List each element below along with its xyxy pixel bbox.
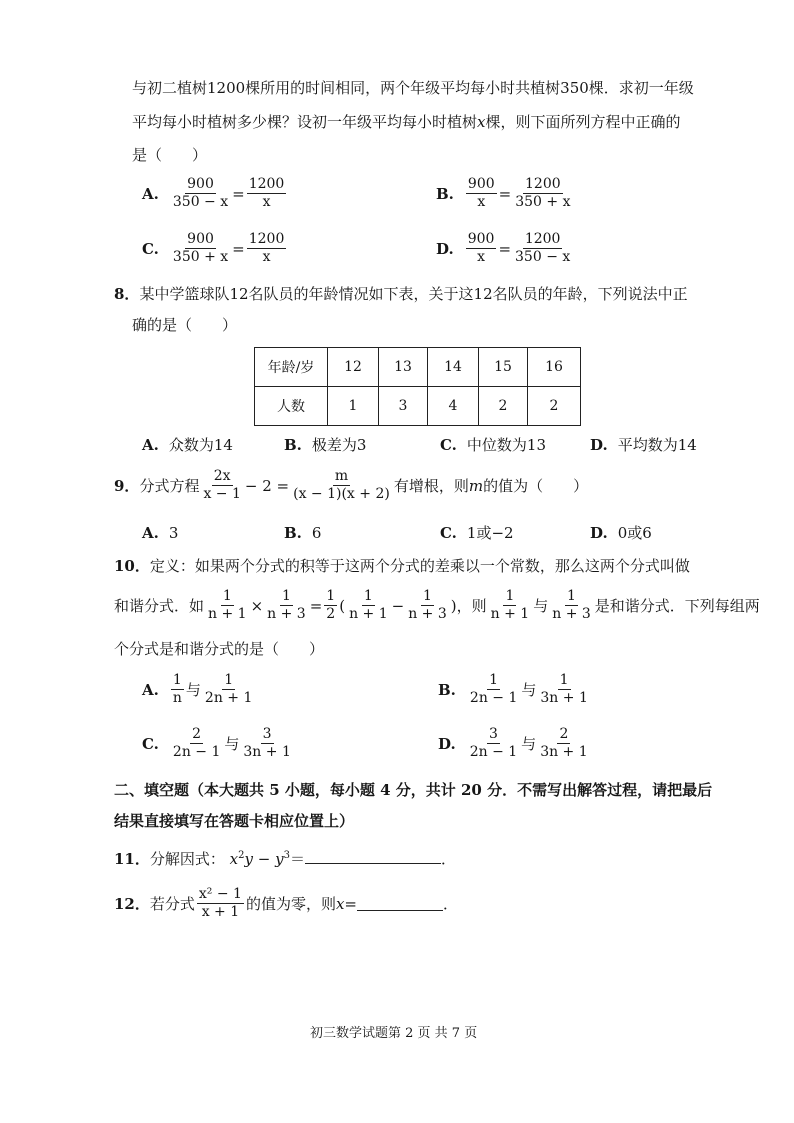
fraction-denominator: 3n + 1 [243, 744, 291, 760]
fraction-denominator: x + 1 [201, 904, 240, 920]
table-cell: 16 [528, 348, 581, 387]
q9-mid: − 2 = [244, 476, 290, 495]
q10-option-d-left-fraction [468, 726, 519, 761]
fraction-numerator: 1 [172, 672, 182, 688]
q9-option-d-letter: D. [590, 524, 608, 542]
q8-line1 [114, 284, 688, 304]
fraction-numerator: 2x [213, 468, 231, 484]
fraction-denominator: 2 [326, 606, 336, 622]
q9-option-c[interactable] [440, 523, 514, 543]
q7-option-b[interactable] [436, 176, 574, 211]
fraction-denominator: n + 1 [208, 606, 247, 622]
q10-yu: 与 [533, 596, 549, 615]
q10-fraction-half [324, 588, 337, 623]
q8-option-d[interactable] [590, 435, 697, 455]
fraction-numerator: 1200 [524, 231, 561, 247]
fraction-denominator: n [172, 690, 182, 706]
table-cell: 人数 [255, 387, 328, 426]
table-row [255, 387, 581, 426]
q9-post2: 的值为（ ） [483, 476, 589, 495]
q9-option-c-letter: C. [440, 524, 457, 542]
q12-var-x: x [335, 894, 345, 913]
q10-fraction-b-copy [406, 588, 449, 623]
fraction-numerator: 1 [222, 588, 232, 604]
q8-number: 8． [114, 285, 140, 303]
q12-fraction [197, 886, 244, 921]
fraction-numerator: 900 [187, 231, 214, 247]
fraction-denominator: n + 3 [408, 606, 447, 622]
q10-option-d[interactable] [438, 726, 592, 761]
fraction-numerator: 1 [224, 672, 234, 688]
q9-option-a-text: 3 [168, 524, 179, 542]
equals-sign: = [498, 184, 512, 203]
q7-option-c-right-fraction [247, 231, 287, 266]
q10-option-b-letter: B. [438, 680, 456, 699]
table-cell: 14 [428, 348, 479, 387]
fraction-denominator: (x − 1)(x + 2) [293, 486, 390, 502]
q10-option-a-yu: 与 [185, 681, 201, 699]
q11-end: ． [440, 850, 456, 868]
q12-answer-blank[interactable] [357, 896, 443, 911]
fraction-numerator: 1 [423, 588, 432, 604]
table-cell: 3 [379, 387, 428, 426]
q10-option-b-left-fraction [468, 672, 519, 707]
q12-end: ． [443, 894, 459, 913]
q12-post: 的值为零，则 [245, 894, 336, 913]
fraction-numerator: 2 [559, 726, 569, 742]
fraction-denominator: n + 3 [552, 606, 591, 622]
q9-option-c-text: 1或−2 [466, 524, 514, 542]
table-row [255, 348, 581, 387]
page-footer: 初三数学试题第 2 页 共 7 页 [310, 1026, 478, 1041]
q11-eq: ＝ [289, 850, 305, 868]
fraction-numerator: 1 [505, 588, 515, 604]
q10-line2-pre: 和谐分式．如 [114, 596, 205, 615]
q9-stem [114, 468, 588, 503]
q8-option-c-letter: C. [440, 436, 457, 454]
q8-option-d-text: 平均数为14 [617, 436, 697, 454]
q9-option-d-text: 0或6 [617, 524, 652, 542]
fraction-denominator: n + 1 [349, 606, 388, 622]
q7-option-a-letter: A. [142, 184, 159, 203]
age-table [254, 347, 581, 426]
q10-line1-text: 定义：如果两个分式的积等于这两个分式的差乘以一个常数，那么这两个分式叫做 [149, 557, 690, 575]
q10-line3: 个分式是和谐分式的是（ ） [114, 640, 325, 658]
table-cell: 1 [328, 387, 379, 426]
q12-number: 12． [114, 894, 150, 913]
q10-option-b-yu: 与 [521, 681, 537, 699]
q7-option-d-letter: D. [436, 239, 454, 258]
q9-option-b[interactable] [284, 523, 321, 543]
q11-exp-b: 3 [283, 850, 290, 861]
q7-line2 [132, 112, 681, 132]
fraction-denominator: x − 1 [203, 486, 241, 502]
q11-number: 11． [114, 850, 150, 868]
q7-var-x: x [477, 113, 486, 131]
q11-pre: 分解因式： [149, 850, 225, 868]
q9-option-b-letter: B. [284, 524, 302, 542]
q8-option-a-text: 众数为14 [168, 436, 233, 454]
fraction-numerator: x² − 1 [198, 886, 242, 902]
fraction-numerator: 900 [467, 176, 495, 192]
q10-fraction-a [206, 588, 249, 623]
q11-expr-b: y − y [244, 850, 284, 868]
fraction-denominator: n + 3 [267, 606, 306, 622]
table-cell: 年龄/岁 [255, 348, 328, 387]
table-cell: 15 [479, 348, 528, 387]
q7-option-a-right-fraction [247, 176, 287, 211]
q9-post1: 有增根，则 [393, 476, 469, 495]
q10-option-c-left-fraction [171, 726, 222, 761]
q10-fraction-a-ref [489, 588, 532, 623]
fraction-numerator: 1 [567, 588, 576, 604]
fraction-denominator: 2n + 1 [204, 690, 253, 706]
q10-fraction-b-ref [550, 588, 593, 623]
q7-option-b-right-fraction [513, 176, 572, 211]
q10-option-c-letter: C. [142, 734, 159, 753]
q9-pre: 分式方程 [139, 476, 200, 495]
q9-option-a[interactable] [142, 523, 178, 543]
fraction-numerator: 3 [488, 726, 498, 742]
q8-option-a[interactable] [142, 435, 233, 455]
q7-line2-post: 棵，则下面所列方程中正确的 [485, 113, 681, 131]
q10-option-a-letter: A. [142, 680, 159, 699]
q8-option-a-letter: A. [142, 436, 159, 454]
fraction-denominator: n + 1 [490, 606, 530, 622]
fraction-denominator: 2n − 1 [469, 744, 518, 760]
q7-option-c[interactable] [142, 231, 288, 266]
q10-line2-post: 是和谐分式．下列每组两 [594, 596, 760, 615]
q7-line2-pre: 平均每小时植树多少棵？设初一年级平均每小时植树 [132, 113, 478, 131]
q7-option-a[interactable] [142, 176, 288, 211]
q7-option-d-right-fraction [513, 231, 572, 266]
q9-option-a-letter: A. [142, 524, 159, 542]
q10-option-a-left-fraction [171, 672, 184, 707]
q10-option-c-right-fraction [241, 726, 292, 761]
table-cell: 2 [528, 387, 581, 426]
q8-option-d-letter: D. [590, 436, 608, 454]
minus-sign: − [391, 596, 405, 615]
q8-option-b-text: 极差为3 [311, 436, 367, 454]
q7-option-c-left-fraction [171, 231, 230, 266]
fraction-denominator: 3n + 1 [540, 690, 588, 706]
times-sign: × [250, 596, 264, 615]
fraction-denominator: 350 − x [515, 249, 571, 265]
q10-number: 10． [114, 557, 150, 575]
fraction-denominator: 350 − x [172, 194, 229, 210]
q10-line1 [114, 556, 690, 576]
q9-option-d[interactable] [590, 523, 652, 543]
q7-line3: 是（ ） [132, 146, 208, 164]
q8-option-c-text: 中位数为13 [466, 436, 546, 454]
right-paren: ) [450, 596, 457, 615]
fraction-numerator: 1 [326, 588, 336, 604]
left-paren: ( [339, 596, 346, 615]
fraction-numerator: 1 [489, 672, 499, 688]
q9-fraction-1 [201, 468, 242, 503]
q10-fraction-b [265, 588, 308, 623]
fraction-denominator: x [477, 249, 486, 265]
fraction-denominator: x [477, 194, 486, 210]
q10-option-c[interactable] [142, 726, 295, 761]
q10-line2 [114, 588, 760, 623]
q7-option-d[interactable] [436, 231, 574, 266]
q11 [114, 846, 456, 869]
table-cell: 12 [328, 348, 379, 387]
fraction-numerator: 1 [363, 588, 373, 604]
q8-option-c[interactable] [440, 435, 546, 455]
q12 [114, 886, 458, 921]
q11-expr-a: x [229, 850, 239, 868]
q10-option-a[interactable] [142, 672, 256, 707]
q8-option-b-letter: B. [284, 436, 302, 454]
q8-line2: 确的是（ ） [132, 316, 238, 334]
q9-number: 9． [114, 476, 140, 495]
fraction-denominator: 350 + x [172, 249, 229, 265]
fraction-numerator: 3 [262, 726, 272, 742]
q7-option-a-left-fraction [171, 176, 230, 211]
q11-exp-a: 2 [238, 850, 245, 861]
q10-fraction-a-copy [347, 588, 390, 623]
fraction-numerator: 2 [192, 726, 202, 742]
fraction-denominator: x [262, 249, 271, 265]
fraction-numerator: 1200 [248, 231, 285, 247]
section2-heading-line2: 结果直接填写在答题卡相应位置上） [114, 812, 355, 830]
fraction-numerator: 1 [559, 672, 569, 688]
equals-sign: = [232, 184, 245, 203]
q10-option-d-letter: D. [438, 734, 456, 753]
equals-sign: = [309, 596, 323, 615]
fraction-numerator: 1200 [248, 176, 285, 192]
q11-answer-blank[interactable] [305, 849, 441, 864]
q12-pre: 若分式 [149, 894, 195, 913]
table-cell: 4 [428, 387, 479, 426]
equals-sign: = [232, 239, 245, 258]
q10-option-b[interactable] [438, 672, 592, 707]
q10-option-d-yu: 与 [521, 735, 537, 753]
fraction-denominator: x [262, 194, 271, 210]
q10-then: ，则 [456, 596, 487, 615]
q8-line1-text: 某中学篮球队12名队员的年龄情况如下表，关于这12名队员的年龄，下列说法中正 [139, 285, 688, 303]
q7-option-b-letter: B. [436, 184, 454, 203]
q10-option-a-right-fraction [203, 672, 254, 707]
q10-option-d-right-fraction [538, 726, 589, 761]
q8-option-b[interactable] [284, 435, 366, 455]
q9-option-b-text: 6 [311, 524, 322, 542]
q12-eq: = [344, 894, 357, 913]
q10-option-c-yu: 与 [224, 735, 240, 753]
table-cell: 13 [379, 348, 428, 387]
q9-var-m: m [468, 476, 484, 495]
q7-option-c-letter: C. [142, 239, 159, 258]
fraction-denominator: 350 + x [515, 194, 571, 210]
fraction-numerator: 900 [467, 231, 495, 247]
fraction-numerator: 1 [281, 588, 291, 604]
fraction-denominator: 2n − 1 [172, 744, 221, 760]
table-cell: 2 [479, 387, 528, 426]
fraction-numerator: 1200 [525, 176, 561, 192]
q7-option-b-left-fraction [466, 176, 497, 211]
q9-fraction-2 [291, 468, 392, 503]
q7-option-d-left-fraction [466, 231, 497, 266]
equals-sign: = [498, 239, 512, 258]
fraction-numerator: 900 [187, 176, 214, 192]
q10-option-b-right-fraction [538, 672, 589, 707]
fraction-numerator: m [334, 468, 349, 484]
q7-line1: 与初二植树1200棵所用的时间相同，两个年级平均每小时共植树350棵．求初一年级 [132, 79, 694, 97]
section2-heading-line1: 二、填空题（本大题共 5 小题，每小题 4 分，共计 20 分．不需写出解答过程，请把最后 [114, 781, 713, 799]
fraction-denominator: 3n + 1 [540, 744, 588, 760]
fraction-denominator: 2n − 1 [469, 690, 518, 706]
